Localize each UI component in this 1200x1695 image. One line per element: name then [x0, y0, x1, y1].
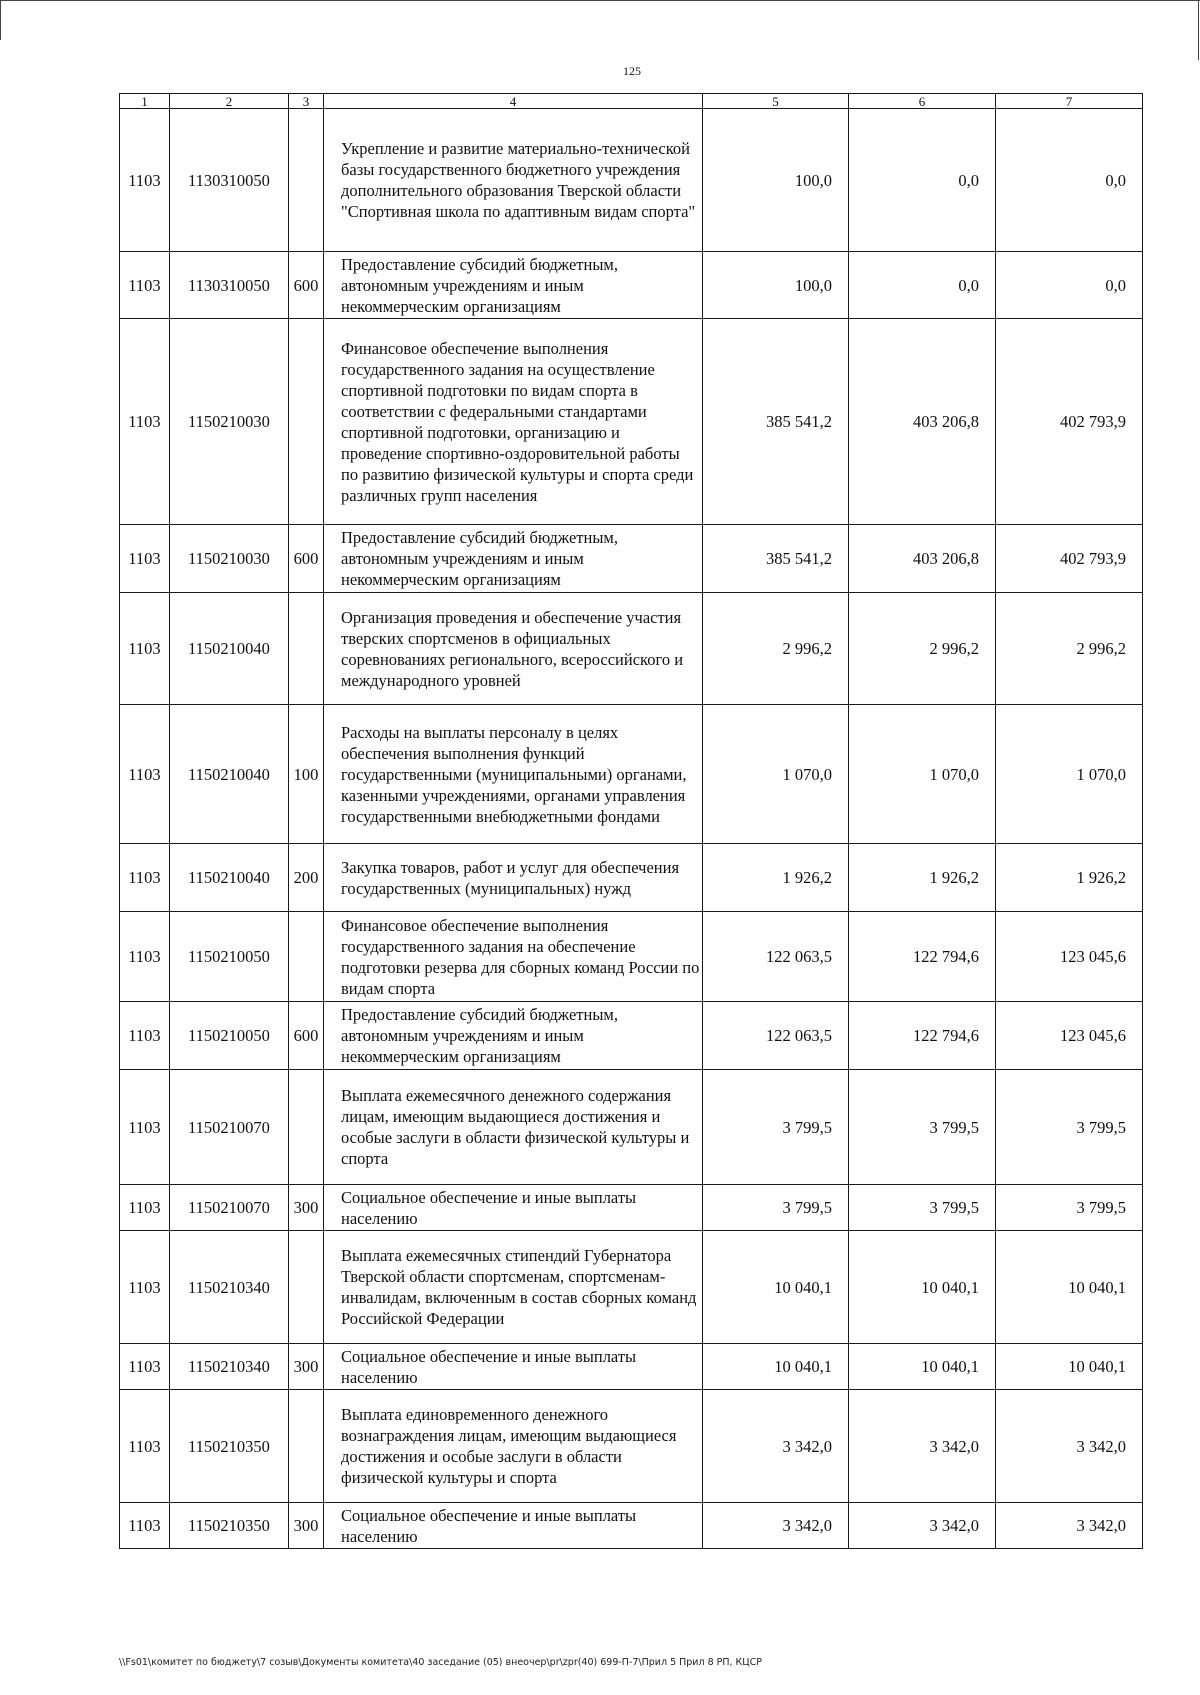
amount-col7-cell: 10 040,1 — [996, 1231, 1143, 1344]
column-header-3: 3 — [289, 94, 324, 109]
item-name-cell: Предоставление субсидий бюджетным, автономным учреждениям и иным некоммерческим организациям — [324, 252, 703, 319]
amount-col7-cell: 3 799,5 — [996, 1185, 1143, 1231]
expense-type-cell — [289, 109, 324, 252]
item-name-cell: Выплата единовременного денежного вознаграждения лицам, имеющим выдающиеся достижения и особые заслуги в области физической культуры и спорта — [324, 1390, 703, 1503]
amount-col6-cell: 3 799,5 — [849, 1070, 996, 1185]
amount-col6-cell: 3 342,0 — [849, 1503, 996, 1549]
expense-type-cell: 300 — [289, 1503, 324, 1549]
amount-col7-cell: 0,0 — [996, 109, 1143, 252]
amount-col7-cell: 402 793,9 — [996, 319, 1143, 525]
expense-type-cell: 200 — [289, 844, 324, 912]
section-code-cell: 1103 — [120, 319, 170, 525]
section-code-cell: 1103 — [120, 1503, 170, 1549]
amount-col7-cell: 0,0 — [996, 252, 1143, 319]
scan-edge-line-left — [0, 0, 1, 40]
target-code-cell: 1150210340 — [170, 1344, 289, 1390]
amount-col7-cell: 3 799,5 — [996, 1070, 1143, 1185]
amount-col6-cell: 10 040,1 — [849, 1231, 996, 1344]
expense-type-cell — [289, 912, 324, 1002]
expense-type-cell — [289, 1070, 324, 1185]
amount-col7-cell: 1 926,2 — [996, 844, 1143, 912]
item-name-cell: Социальное обеспечение и иные выплаты населению — [324, 1344, 703, 1390]
expense-type-cell: 600 — [289, 252, 324, 319]
target-code-cell: 1150210340 — [170, 1231, 289, 1344]
expense-type-cell — [289, 593, 324, 705]
column-number-row — [120, 94, 1143, 109]
expense-type-cell: 600 — [289, 1002, 324, 1070]
column-header-1: 1 — [120, 94, 170, 109]
item-name-cell: Расходы на выплаты персоналу в целях обеспечения выполнения функций государственными (муниципальными) органами, казенными учреждениями, органами управления государственными внебюджетными фондами — [324, 705, 703, 844]
amount-col5-cell: 1 926,2 — [703, 844, 849, 912]
amount-col5-cell: 10 040,1 — [703, 1231, 849, 1344]
table-row — [120, 593, 1143, 705]
amount-col5-cell: 3 342,0 — [703, 1503, 849, 1549]
section-code-cell: 1103 — [120, 252, 170, 319]
target-code-cell: 1150210350 — [170, 1503, 289, 1549]
section-code-cell: 1103 — [120, 705, 170, 844]
target-code-cell: 1150210040 — [170, 593, 289, 705]
amount-col5-cell: 385 541,2 — [703, 319, 849, 525]
amount-col6-cell: 2 996,2 — [849, 593, 996, 705]
expense-type-cell: 300 — [289, 1344, 324, 1390]
section-code-cell: 1103 — [120, 525, 170, 593]
amount-col5-cell: 100,0 — [703, 252, 849, 319]
table-row — [120, 1231, 1143, 1344]
amount-col6-cell: 0,0 — [849, 252, 996, 319]
amount-col5-cell: 100,0 — [703, 109, 849, 252]
amount-col7-cell: 1 070,0 — [996, 705, 1143, 844]
amount-col6-cell: 0,0 — [849, 109, 996, 252]
table-row — [120, 1344, 1143, 1390]
target-code-cell: 1150210030 — [170, 525, 289, 593]
target-code-cell: 1150210070 — [170, 1070, 289, 1185]
item-name-cell: Выплата ежемесячного денежного содержания лицам, имеющим выдающиеся достижения и особые заслуги в области физической культуры и спорта — [324, 1070, 703, 1185]
amount-col6-cell: 122 794,6 — [849, 912, 996, 1002]
column-header-7: 7 — [996, 94, 1143, 109]
column-header-2: 2 — [170, 94, 289, 109]
footer-file-path: \\Fs01\комитет по бюджету\7 созыв\Документы комитета\40 заседание (05) внеочер\pr\zpr(40) 699-П-7\Прил 5 Прил 8 РП, КЦСР — [119, 1657, 763, 1668]
amount-col7-cell: 123 045,6 — [996, 912, 1143, 1002]
expense-type-cell: 300 — [289, 1185, 324, 1231]
target-code-cell: 1130310050 — [170, 109, 289, 252]
amount-col7-cell: 123 045,6 — [996, 1002, 1143, 1070]
column-header-6: 6 — [849, 94, 996, 109]
item-name-cell: Укрепление и развитие материально-технической базы государственного бюджетного учреждения дополнительного образования Тверской области "Спортивная школа по адаптивным видам спорта" — [324, 109, 703, 252]
table-row — [120, 1390, 1143, 1503]
target-code-cell: 1150210050 — [170, 1002, 289, 1070]
amount-col5-cell: 122 063,5 — [703, 1002, 849, 1070]
table-row — [120, 319, 1143, 525]
amount-col6-cell: 10 040,1 — [849, 1344, 996, 1390]
section-code-cell: 1103 — [120, 1002, 170, 1070]
amount-col6-cell: 403 206,8 — [849, 319, 996, 525]
section-code-cell: 1103 — [120, 1185, 170, 1231]
section-code-cell: 1103 — [120, 593, 170, 705]
item-name-cell: Финансовое обеспечение выполнения государственного задания на обеспечение подготовки резерва для сборных команд России по видам спорта — [324, 912, 703, 1002]
amount-col7-cell: 402 793,9 — [996, 525, 1143, 593]
target-code-cell: 1150210050 — [170, 912, 289, 1002]
item-name-cell: Социальное обеспечение и иные выплаты населению — [324, 1185, 703, 1231]
target-code-cell: 1150210350 — [170, 1390, 289, 1503]
expense-type-cell — [289, 1231, 324, 1344]
budget-table — [119, 93, 1143, 1549]
expense-type-cell — [289, 1390, 324, 1503]
expense-type-cell — [289, 319, 324, 525]
table-row — [120, 1002, 1143, 1070]
amount-col5-cell: 3 342,0 — [703, 1390, 849, 1503]
table-row — [120, 109, 1143, 252]
amount-col6-cell: 403 206,8 — [849, 525, 996, 593]
section-code-cell: 1103 — [120, 1344, 170, 1390]
item-name-cell: Организация проведения и обеспечение участия тверских спортсменов в официальных соревнованиях регионального, всероссийского и международного уровней — [324, 593, 703, 705]
table-row — [120, 1185, 1143, 1231]
target-code-cell: 1130310050 — [170, 252, 289, 319]
section-code-cell: 1103 — [120, 1231, 170, 1344]
column-header-5: 5 — [703, 94, 849, 109]
amount-col6-cell: 3 342,0 — [849, 1390, 996, 1503]
amount-col5-cell: 1 070,0 — [703, 705, 849, 844]
amount-col7-cell: 2 996,2 — [996, 593, 1143, 705]
item-name-cell: Закупка товаров, работ и услуг для обеспечения государственных (муниципальных) нужд — [324, 844, 703, 912]
item-name-cell: Выплата ежемесячных стипендий Губернатора Тверской области спортсменам, спортсменам-инвалидам, включенным в состав сборных команд Российской Федерации — [324, 1231, 703, 1344]
amount-col5-cell: 3 799,5 — [703, 1185, 849, 1231]
table-row — [120, 912, 1143, 1002]
amount-col7-cell: 3 342,0 — [996, 1390, 1143, 1503]
amount-col7-cell: 3 342,0 — [996, 1503, 1143, 1549]
table-row — [120, 525, 1143, 593]
expense-type-cell: 100 — [289, 705, 324, 844]
target-code-cell: 1150210070 — [170, 1185, 289, 1231]
item-name-cell: Предоставление субсидий бюджетным, автономным учреждениям и иным некоммерческим организациям — [324, 525, 703, 593]
amount-col6-cell: 122 794,6 — [849, 1002, 996, 1070]
target-code-cell: 1150210030 — [170, 319, 289, 525]
amount-col6-cell: 1 070,0 — [849, 705, 996, 844]
table-row — [120, 252, 1143, 319]
scan-edge-line-top — [0, 0, 1200, 1]
item-name-cell: Социальное обеспечение и иные выплаты населению — [324, 1503, 703, 1549]
item-name-cell: Финансовое обеспечение выполнения государственного задания на осуществление спортивной подготовки по видам спорта в соответствии с федеральными стандартами спортивной подготовки, организацию и проведение спортивно-оздоровительной работы по развитию физической культуры и спорта среди различных групп населения — [324, 319, 703, 525]
target-code-cell: 1150210040 — [170, 844, 289, 912]
table-row — [120, 705, 1143, 844]
amount-col6-cell: 1 926,2 — [849, 844, 996, 912]
section-code-cell: 1103 — [120, 1070, 170, 1185]
table-row — [120, 1070, 1143, 1185]
section-code-cell: 1103 — [120, 844, 170, 912]
page-number: 125 — [623, 64, 641, 78]
table-row — [120, 1503, 1143, 1549]
amount-col7-cell: 10 040,1 — [996, 1344, 1143, 1390]
expense-type-cell: 600 — [289, 525, 324, 593]
item-name-cell: Предоставление субсидий бюджетным, автономным учреждениям и иным некоммерческим организациям — [324, 1002, 703, 1070]
amount-col5-cell: 10 040,1 — [703, 1344, 849, 1390]
amount-col5-cell: 385 541,2 — [703, 525, 849, 593]
scan-edge-line-right — [1198, 0, 1199, 60]
amount-col5-cell: 3 799,5 — [703, 1070, 849, 1185]
target-code-cell: 1150210040 — [170, 705, 289, 844]
amount-col5-cell: 122 063,5 — [703, 912, 849, 1002]
table-row — [120, 844, 1143, 912]
amount-col5-cell: 2 996,2 — [703, 593, 849, 705]
column-header-4: 4 — [324, 94, 703, 109]
amount-col6-cell: 3 799,5 — [849, 1185, 996, 1231]
section-code-cell: 1103 — [120, 109, 170, 252]
section-code-cell: 1103 — [120, 912, 170, 1002]
section-code-cell: 1103 — [120, 1390, 170, 1503]
